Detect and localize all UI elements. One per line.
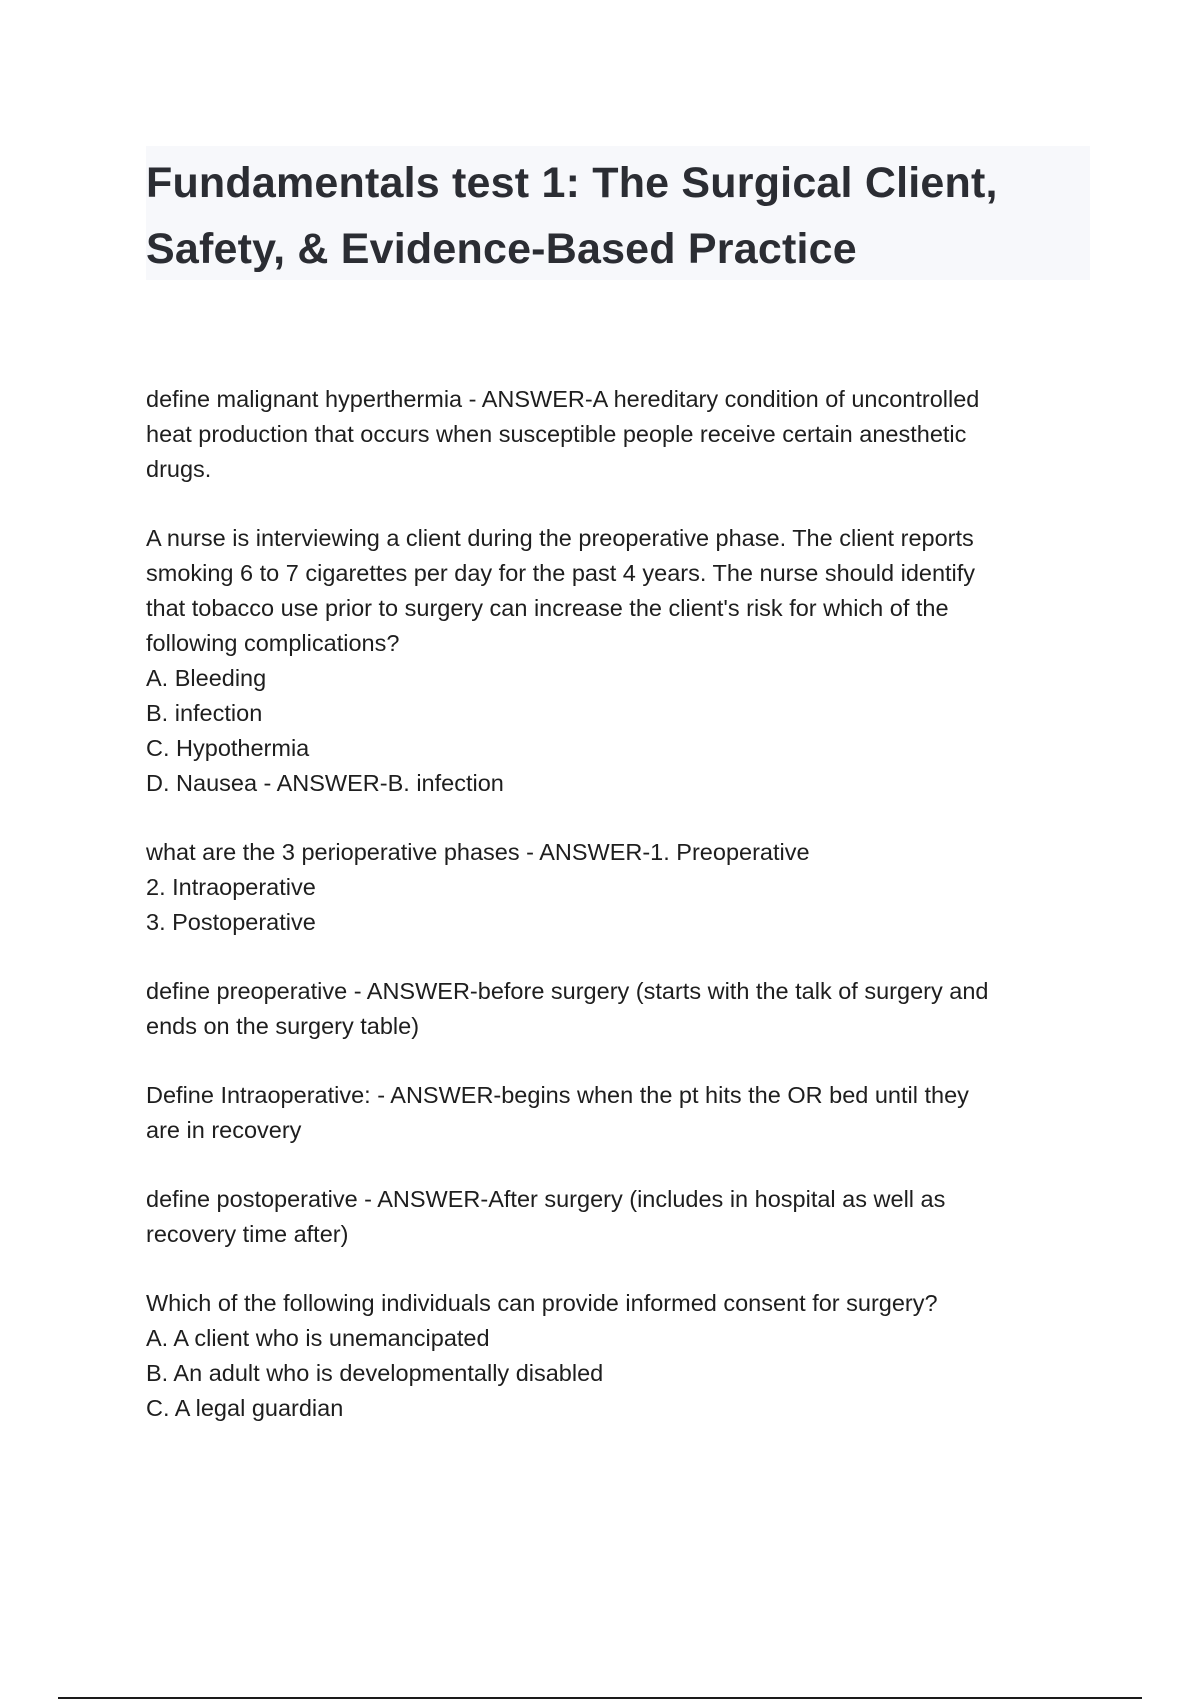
qa-item: [146, 1286, 1106, 1426]
text-line: heat production that occurs when susceptible people receive certain anesthetic: [146, 421, 967, 447]
answer-option: A. Bleeding: [146, 665, 267, 691]
answer-option: B. infection: [146, 700, 263, 726]
answer-option: C. Hypothermia: [146, 735, 310, 761]
text-line: drugs.: [146, 456, 212, 482]
qa-item: [146, 1182, 1106, 1252]
text-line: 3. Postoperative: [146, 909, 316, 935]
text-line: 2. Intraoperative: [146, 874, 316, 900]
text-line: ends on the surgery table): [146, 1013, 420, 1039]
answer-option: D. Nausea - ANSWER-B. infection: [146, 770, 504, 796]
text-line: smoking 6 to 7 cigarettes per day for the past 4 years. The nurse should identify: [146, 560, 976, 586]
text-line: define postoperative - ANSWER-After surgery (includes in hospital as well as: [146, 1186, 946, 1212]
text-line: define preoperative - ANSWER-before surgery (starts with the talk of surgery and: [146, 978, 989, 1004]
title-block: [146, 146, 1090, 280]
answer-option: C. A legal guardian: [146, 1395, 344, 1421]
text-line: recovery time after): [146, 1221, 349, 1247]
qa-item: [146, 974, 1106, 1044]
text-line: that tobacco use prior to surgery can increase the client's risk for which of the: [146, 595, 949, 621]
answer-option: B. An adult who is developmentally disabled: [146, 1360, 604, 1386]
text-line: Define Intraoperative: - ANSWER-begins when the pt hits the OR bed until they: [146, 1082, 969, 1108]
text-line: what are the 3 perioperative phases - ANSWER-1. Preoperative: [146, 839, 810, 865]
document-body: [146, 382, 1106, 1460]
text-line: A nurse is interviewing a client during the preoperative phase. The client reports: [146, 525, 974, 551]
qa-item: [146, 521, 1106, 801]
document-title: Fundamentals test 1: The Surgical Client, Safety, & Evidence-Based Practice: [146, 159, 998, 273]
qa-item: [146, 382, 1106, 487]
text-line: are in recovery: [146, 1117, 302, 1143]
qa-item: [146, 1078, 1106, 1148]
qa-item: [146, 835, 1106, 940]
text-line: define malignant hyperthermia - ANSWER-A hereditary condition of uncontrolled: [146, 386, 980, 412]
text-line: Which of the following individuals can provide informed consent for surgery?: [146, 1290, 938, 1316]
page-bottom-rule: [58, 1697, 1142, 1699]
answer-option: A. A client who is unemancipated: [146, 1325, 490, 1351]
text-line: following complications?: [146, 630, 400, 656]
